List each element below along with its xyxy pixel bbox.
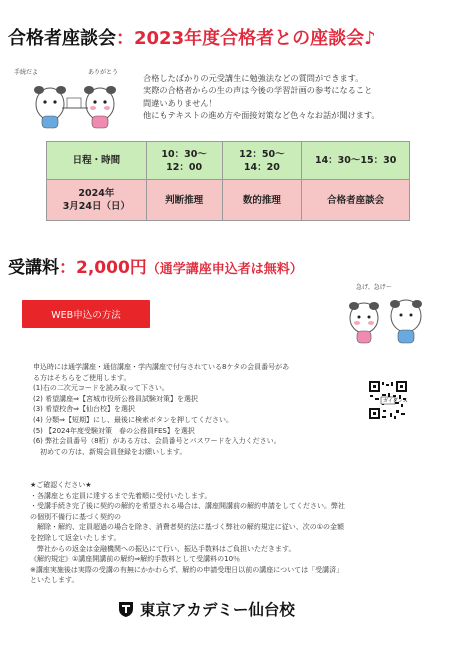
notes-section: [30, 480, 442, 586]
note-line: を控除して返金いたします。: [30, 533, 121, 542]
step-line: (4) 分類⇒【短期】にし、最後に検索ボタンを押してください。: [33, 415, 234, 424]
title-main: 合格者座談会: [8, 28, 116, 49]
bubble-hurry: 急げ、急げ～: [356, 284, 392, 291]
music-note-icon: ♪: [364, 28, 376, 49]
schedule-header-cell: 日程・時間: [47, 142, 147, 180]
step-line: (5) 【2024年度受験対策 春の公務員FES】を選択: [33, 426, 195, 435]
qr-caption: ガイダンス: [383, 398, 408, 404]
table-row: [47, 180, 410, 221]
step-line: (6) 弊社会員番号（8桁）がある方は、会員番号とパスワードを入力ください。: [33, 437, 281, 446]
page-title: [8, 24, 376, 50]
date-cell: [47, 180, 147, 221]
application-steps: [33, 362, 373, 457]
event-date: 2024年 3月24日（日）: [62, 188, 131, 212]
fee-free-note: （通学講座申込者は無料）: [146, 262, 303, 277]
bubble-left: 手続だよ: [14, 69, 39, 76]
step-line: 申込時には通学講座・通信講座・学内講座で付与されている8ケタの会員番号があ: [33, 363, 290, 371]
subject-cell: 合格者座談会: [302, 180, 410, 221]
subject-cell: 判断推理: [146, 180, 222, 221]
fee-label: 受講料: [8, 258, 59, 278]
time-slot-3: 14：30～15：30: [314, 155, 397, 166]
note-line: ・各講座とも定員に達するまで先着順に受付いたします。: [30, 491, 212, 500]
qr-code[interactable]: [368, 380, 408, 420]
note-line: といたします。: [30, 576, 79, 585]
illustration-top: [12, 64, 137, 134]
illustration-mid: [330, 282, 440, 348]
mascots-running-illustration: [330, 292, 440, 348]
note-line: ・受講手続き完了後に契約の解約を希望される場合は、講座開講前の解約申請をしてください。弊社: [30, 502, 345, 511]
step-line: 初めての方は、新規会員登録をお願いします。: [33, 447, 187, 456]
note-line: 弊社からの返金は金融機関への振込にて行い、振込手数料はご負担いただきます。: [30, 544, 296, 553]
brand-name: 東京アカデミー仙台校: [140, 601, 295, 619]
subject-cell: 数的推理: [222, 180, 302, 221]
fee-heading: [8, 253, 303, 278]
intro-line: 合格したばかりの元受講生に勉強法などの質問ができます。: [143, 73, 364, 83]
intro-line: 間違いありません！: [143, 97, 217, 108]
time-cell: [222, 142, 302, 180]
bubble-right: ありがとう: [88, 69, 119, 76]
title-sub: ：2023年度合格者との座談会: [116, 28, 365, 49]
intro-text: [143, 72, 443, 122]
step-line: (1)右の二次元コードを読み取って下さい。: [33, 384, 169, 393]
note-line: 《解約規定》①講座開講前の解約⇒解約手数料として受講料の10％: [30, 555, 241, 564]
intro-line: 他にもテキストの進め方や面接対策など色々なお話が聞けます。: [143, 110, 380, 121]
schedule-table: [46, 141, 410, 221]
web-apply-button[interactable]: WEB申込の方法: [22, 300, 150, 328]
step-line: (2) 希望講座⇒【宮城市役所公務員試験対策】を選択: [33, 394, 199, 403]
notes-heading: ★ご確認ください★: [30, 481, 92, 489]
time-slot-1: 10：30～ 12：00: [161, 148, 207, 173]
time-slot-2: 12：50～ 14：20: [239, 148, 285, 173]
academy-logo-icon: [117, 600, 135, 618]
note-line: 解除・解約、定員超過の場合を除き、消費者契約法に基づく弊社の解約規定に従い、次の①の金額: [30, 523, 344, 532]
intro-line: 実際の合格者からの生の声は今後の学習計画の参考になること: [143, 85, 373, 96]
note-line: ※講座実施後は実際の受講の有無にかかわらず、解約の申請受理日以前の講座については「受講済」: [30, 565, 344, 574]
note-line: の個別不備行に基づく契約の: [30, 512, 121, 521]
time-cell: [146, 142, 222, 180]
time-cell: [302, 142, 410, 180]
footer-brand: [117, 598, 295, 620]
step-line: る方はそちらをご使用します。: [33, 373, 131, 382]
fee-price: ：2,000円: [59, 258, 147, 278]
step-line: (3) 希望校舎⇒【仙台校】を選択: [33, 405, 136, 414]
table-row: [47, 142, 410, 180]
